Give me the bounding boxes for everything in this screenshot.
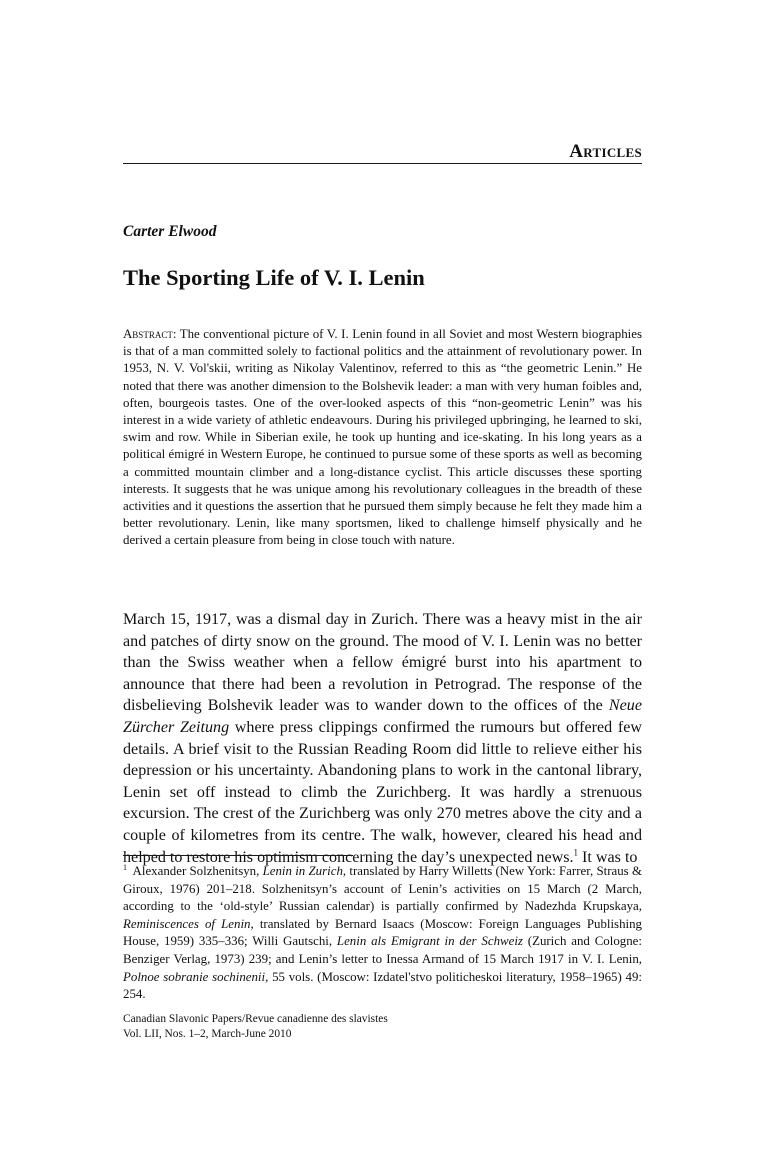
journal-citation-footer bbox=[123, 1012, 388, 1041]
cited-work-title: Polnoe sobranie sochinenii bbox=[123, 969, 266, 984]
footnote-number: 1 bbox=[123, 863, 127, 872]
footnote-text-segment: , translated by Bernard Isaacs (Moscow: Foreign Languages Publishing House, 1959) 335–336; Willi Gautschi, bbox=[123, 916, 642, 949]
newspaper-title: Neue Zürcher Zeitung bbox=[123, 697, 642, 736]
footnote-text-segment: , translated by Harry Willetts (New York: Farrer, Straus & Giroux, 1976) 201–218. Solzhenitsyn’s account of Lenin’s activities on 15 March (2 March, according to the ‘old-style’ Russian calendar) is partially confirmed by Nadezhda Krupskaya, bbox=[123, 864, 642, 914]
cited-work-title: Lenin in Zurich bbox=[262, 864, 343, 878]
header-rule bbox=[123, 163, 642, 164]
body-paragraph bbox=[123, 609, 642, 868]
footnote-1 bbox=[123, 863, 642, 1004]
cited-work-title: Reminiscences of Lenin bbox=[123, 916, 251, 931]
footnote-text-segment: Alexander Solzhenitsyn, bbox=[130, 864, 263, 878]
article-title: The Sporting Life of V. I. Lenin bbox=[123, 265, 425, 290]
article-author: Carter Elwood bbox=[123, 223, 217, 240]
body-text-segment: where press clippings confirmed the rumours but offered few details. A brief visit to the Russian Reading Room did little to relieve either his depression or his uncertainty. Abandoning plans to work in the cantonal library, Lenin set off instead to climb the Zurichberg. It was hardly a strenuous excursion. The crest of the Zurichberg was only 270 metres above the city and a couple of kilometres from its centre. The walk, however, cleared his head and helped to restore his optimism concerning the day’s unexpected news. bbox=[123, 718, 642, 866]
abstract bbox=[123, 326, 642, 550]
footnote-separator-rule bbox=[123, 855, 353, 856]
section-label: Articles bbox=[569, 141, 642, 162]
body-text-segment: It was to bbox=[578, 848, 638, 866]
section-running-head bbox=[569, 142, 642, 162]
cited-work-title: Lenin als Emigrant in der Schweiz bbox=[336, 934, 523, 949]
journal-name: Canadian Slavonic Papers/Revue canadienne des slavistes bbox=[123, 1013, 388, 1025]
abstract-label-separator: : bbox=[172, 327, 177, 341]
footnote-text-segment: (Zurich and Cologne: Benziger Verlag, 1973) 239; and Lenin’s letter to Inessa Armand of 15 March 1917 in V. I. Lenin, bbox=[123, 934, 642, 966]
abstract-text: The conventional picture of V. I. Lenin found in all Soviet and most Western biographies is that of a man committed solely to factional politics and the attainment of revolutionary power. In 1953, N. V. Vol'skii, writing as Nikolay Valentinov, referred to this as “the geometric Lenin.” He noted that there was another dimension to the Bolshevik leader: a man with very human foibles and, often, bourgeois tastes. One of the over-looked aspects of this “non-geometric Lenin” was his interest in a wide variety of athletic endeavours. During his privileged upbringing, he learned to ski, swim and row. While in Siberian exile, he took up hunting and ice-skating. In his long years as a political émigré in Western Europe, he continued to pursue some of these sports as well as becoming a committed mountain climber and a long-distance cyclist. This article discusses these sporting interests. It suggests that he was unique among his revolutionary colleagues in the breadth of these activities and it questions the assertion that he pursued them simply because he felt they made him a better revolutionary. Lenin, like many sportsmen, liked to challenge himself physically and he derived a certain pleasure from being in close touch with nature. bbox=[123, 327, 642, 548]
footnote-text-segment: , 55 vols. (Moscow: Izdatel'stvo politicheskoi literatury, 1958–1965) 49: 254. bbox=[123, 969, 642, 1002]
abstract-label: Abstract bbox=[123, 327, 173, 341]
journal-volume-issue: Vol. LII, Nos. 1–2, March-June 2010 bbox=[123, 1027, 292, 1040]
footnote-reference-link[interactable]: 1 bbox=[573, 847, 579, 858]
body-text-segment: March 15, 1917, was a dismal day in Zurich. There was a heavy mist in the air and patches of dirty snow on the ground. The mood of V. I. Lenin was no better than the Swiss weather when a fellow émigré burst into his apartment to announce that there had been a revolution in Petrograd. The response of the disbelieving Bolshevik leader was to wander down to the offices of the bbox=[123, 611, 642, 715]
